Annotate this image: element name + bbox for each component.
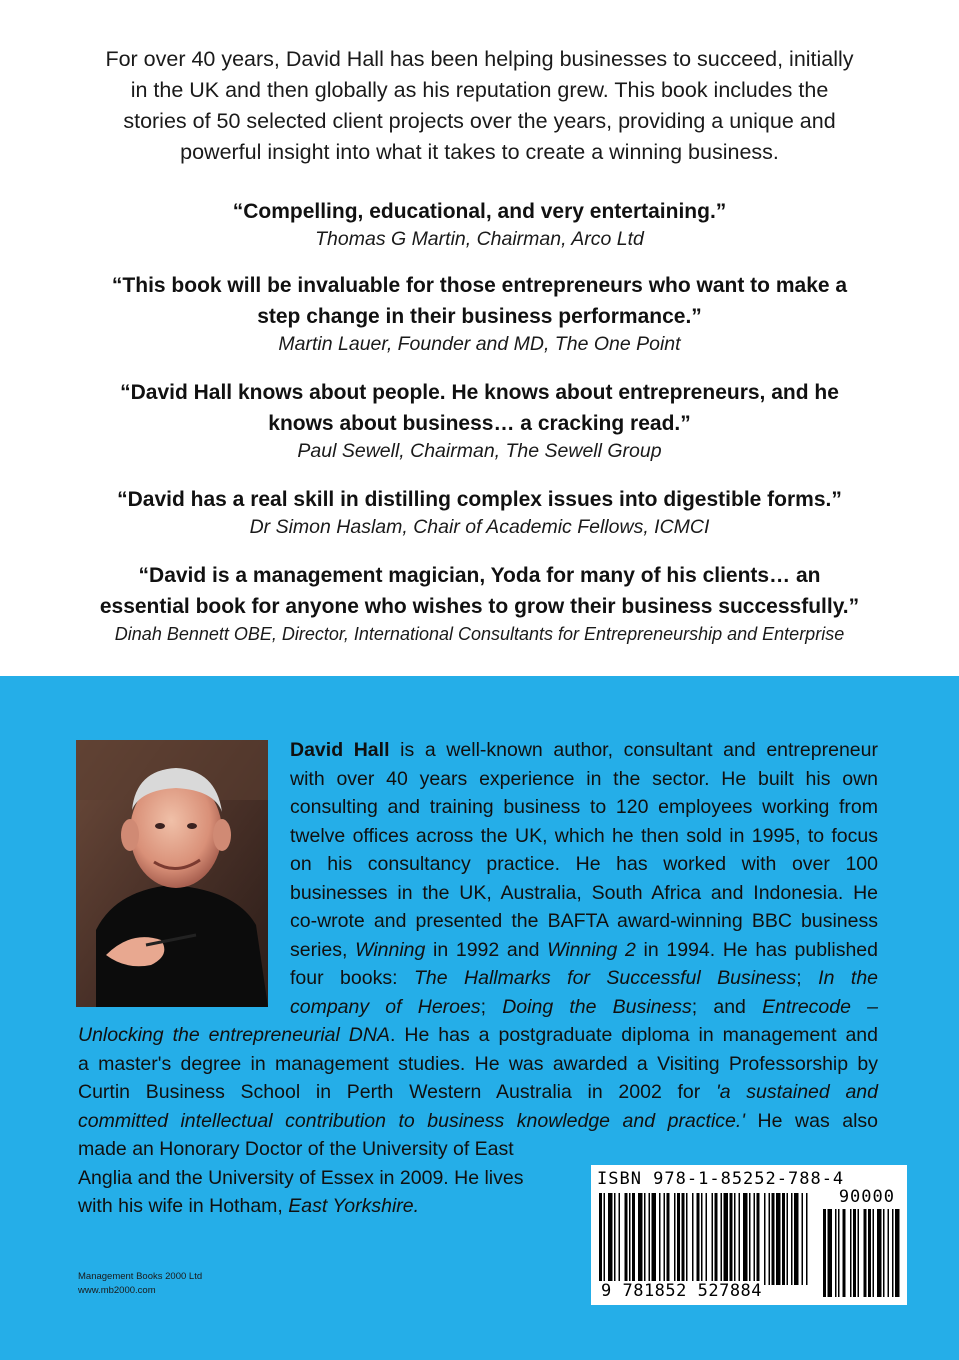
barcode-bar bbox=[697, 1193, 700, 1285]
barcode-bar bbox=[625, 1193, 628, 1285]
testimonial-author: Martin Lauer, Founder and MD, The One Point bbox=[278, 333, 681, 355]
barcode-bar bbox=[730, 1193, 733, 1285]
barcode-addon-bar bbox=[883, 1209, 885, 1297]
barcode-bar bbox=[749, 1193, 751, 1285]
author-bio: David Hall is a well-known author, consultant and entrepreneur with over 40 years experience in the sector. He built his own consulting and training business to 120 employees working from twelve offices across the UK, which he then sold in 1995, to focus on his consultancy practice. He has worked with over 100 businesses in the UK, Australia, South Africa and Indonesia. He co-wrote and presented the BAFTA award-winning BBC business series, Winning in 1992 and Winning 2 in 1994. He has published four books: The Hallmarks for Successful Business; In the company of Heroes; Doing the Business; and Entrecode – Unlocking the entrepreneurial DNA. He has a postgraduate diploma in management and a master's degree in management studies. He was awarded a Visiting Professorship by Curtin Business School in Perth Western Australia in 2002 for 'a sustained and committed intellectual contribution to business knowledge and practice.' He was also made an Honorary Doctor of the University of East Anglia and the University of Essex in 2009. He lives with his wife in Hotham, East Yorkshire. bbox=[78, 739, 879, 1217]
barcode-addon-bar bbox=[873, 1209, 875, 1297]
barcode-addon-bar bbox=[877, 1209, 882, 1297]
testimonial-text: essential book for anyone who wishes to grow their business successfully.” bbox=[99, 595, 860, 618]
barcode-bar bbox=[721, 1193, 723, 1285]
barcode-bar bbox=[649, 1193, 651, 1285]
barcode-bar bbox=[692, 1193, 694, 1285]
isbn-barcode bbox=[591, 1165, 907, 1305]
barcode-bar bbox=[599, 1193, 602, 1285]
author-name: David Hall bbox=[290, 739, 390, 761]
barcode-bar bbox=[638, 1193, 643, 1285]
barcode-bar bbox=[743, 1193, 748, 1285]
barcode-bar bbox=[757, 1193, 760, 1285]
barcode-addon-bar bbox=[835, 1209, 837, 1297]
barcode-bar bbox=[632, 1193, 635, 1285]
isbn-label: ISBN 978-1-85252-788-4 bbox=[597, 1169, 845, 1189]
barcode-addon-bar bbox=[823, 1209, 826, 1297]
testimonial-text: “Compelling, educational, and very entertaining.” bbox=[232, 200, 727, 223]
barcode-bar bbox=[787, 1193, 789, 1285]
testimonial-text: “David is a management magician, Yoda for many of his clients… an bbox=[138, 564, 821, 587]
barcode-addon-bar bbox=[895, 1209, 900, 1297]
barcode-addon-bar bbox=[828, 1209, 833, 1297]
barcode-bar bbox=[802, 1193, 804, 1285]
testimonial-text: “David has a real skill in distilling complex issues into digestible forms.” bbox=[117, 488, 842, 511]
publisher-url: www.mb2000.com bbox=[78, 1285, 156, 1296]
barcode-addon-bar bbox=[888, 1209, 890, 1297]
barcode-addon-bar bbox=[858, 1209, 860, 1297]
barcode-bar bbox=[682, 1193, 685, 1285]
intro-paragraph: For over 40 years, David Hall has been helping businesses to succeed, initially in the UK and then globally as his reputation grew. This book includes the stories of 50 selected client projects over the years, providing a unique and powerful insight into what it takes to create a winning business. bbox=[105, 47, 854, 164]
barcode-bar bbox=[739, 1193, 741, 1285]
barcode-bar bbox=[791, 1193, 793, 1285]
publisher-name: Management Books 2000 Ltd bbox=[78, 1271, 203, 1282]
barcode-bar bbox=[712, 1193, 714, 1285]
barcode-bar bbox=[664, 1193, 666, 1285]
barcode-bar bbox=[754, 1193, 756, 1285]
barcode-addon-bar bbox=[853, 1209, 856, 1297]
barcode-addon-bar bbox=[843, 1209, 846, 1297]
barcode-bar bbox=[734, 1193, 736, 1285]
publisher-info bbox=[78, 1270, 202, 1298]
barcode-bar bbox=[764, 1193, 766, 1285]
barcode-bar bbox=[769, 1193, 771, 1285]
barcode-addon-bar bbox=[838, 1209, 840, 1297]
barcode-bar bbox=[614, 1193, 616, 1285]
barcode-bar bbox=[715, 1193, 718, 1285]
barcode-bar bbox=[629, 1193, 631, 1285]
barcode-bar bbox=[686, 1193, 688, 1285]
barcode-bar bbox=[724, 1193, 729, 1285]
testimonial-text: step change in their business performance.” bbox=[257, 305, 702, 328]
barcode-bar bbox=[667, 1193, 670, 1285]
barcode-bar bbox=[677, 1193, 680, 1285]
testimonial-author: Dinah Bennett OBE, Director, International Consultants for Entrepreneurship and Enterprise bbox=[114, 624, 845, 644]
barcode-bar bbox=[674, 1193, 676, 1285]
barcode-bar bbox=[772, 1193, 775, 1285]
barcode-digits: 9 781852 527884 bbox=[601, 1281, 763, 1301]
barcode-bar bbox=[806, 1193, 808, 1285]
barcode-bar bbox=[604, 1193, 606, 1285]
testimonial-author: Thomas G Martin, Chairman, Arco Ltd bbox=[315, 228, 644, 250]
testimonial-text: “This book will be invaluable for those entrepreneurs who want to make a bbox=[111, 274, 848, 297]
barcode-bar bbox=[776, 1193, 781, 1285]
barcode-addon-bar bbox=[850, 1209, 852, 1297]
barcode-bar bbox=[608, 1193, 613, 1285]
barcode-addon-bar bbox=[892, 1209, 894, 1297]
barcode-bar bbox=[794, 1193, 799, 1285]
testimonial-text: “David Hall knows about people. He knows about entrepreneurs, and he bbox=[120, 381, 839, 404]
barcode-bar bbox=[782, 1193, 785, 1285]
testimonial-author: Paul Sewell, Chairman, The Sewell Group bbox=[297, 440, 662, 462]
barcode-addon-bar bbox=[868, 1209, 871, 1297]
barcode-bar bbox=[701, 1193, 703, 1285]
barcode-bar bbox=[706, 1193, 708, 1285]
barcode-bar bbox=[644, 1193, 646, 1285]
barcode-addon-bar bbox=[864, 1209, 867, 1297]
testimonial-text: knows about business… a cracking read.” bbox=[268, 412, 691, 435]
barcode-bar bbox=[619, 1193, 621, 1285]
testimonial-author: Dr Simon Haslam, Chair of Academic Fellows, ICMCI bbox=[249, 516, 710, 538]
barcode-bar bbox=[652, 1193, 657, 1285]
addon-digits: 90000 bbox=[838, 1187, 895, 1207]
barcode-bar bbox=[659, 1193, 661, 1285]
